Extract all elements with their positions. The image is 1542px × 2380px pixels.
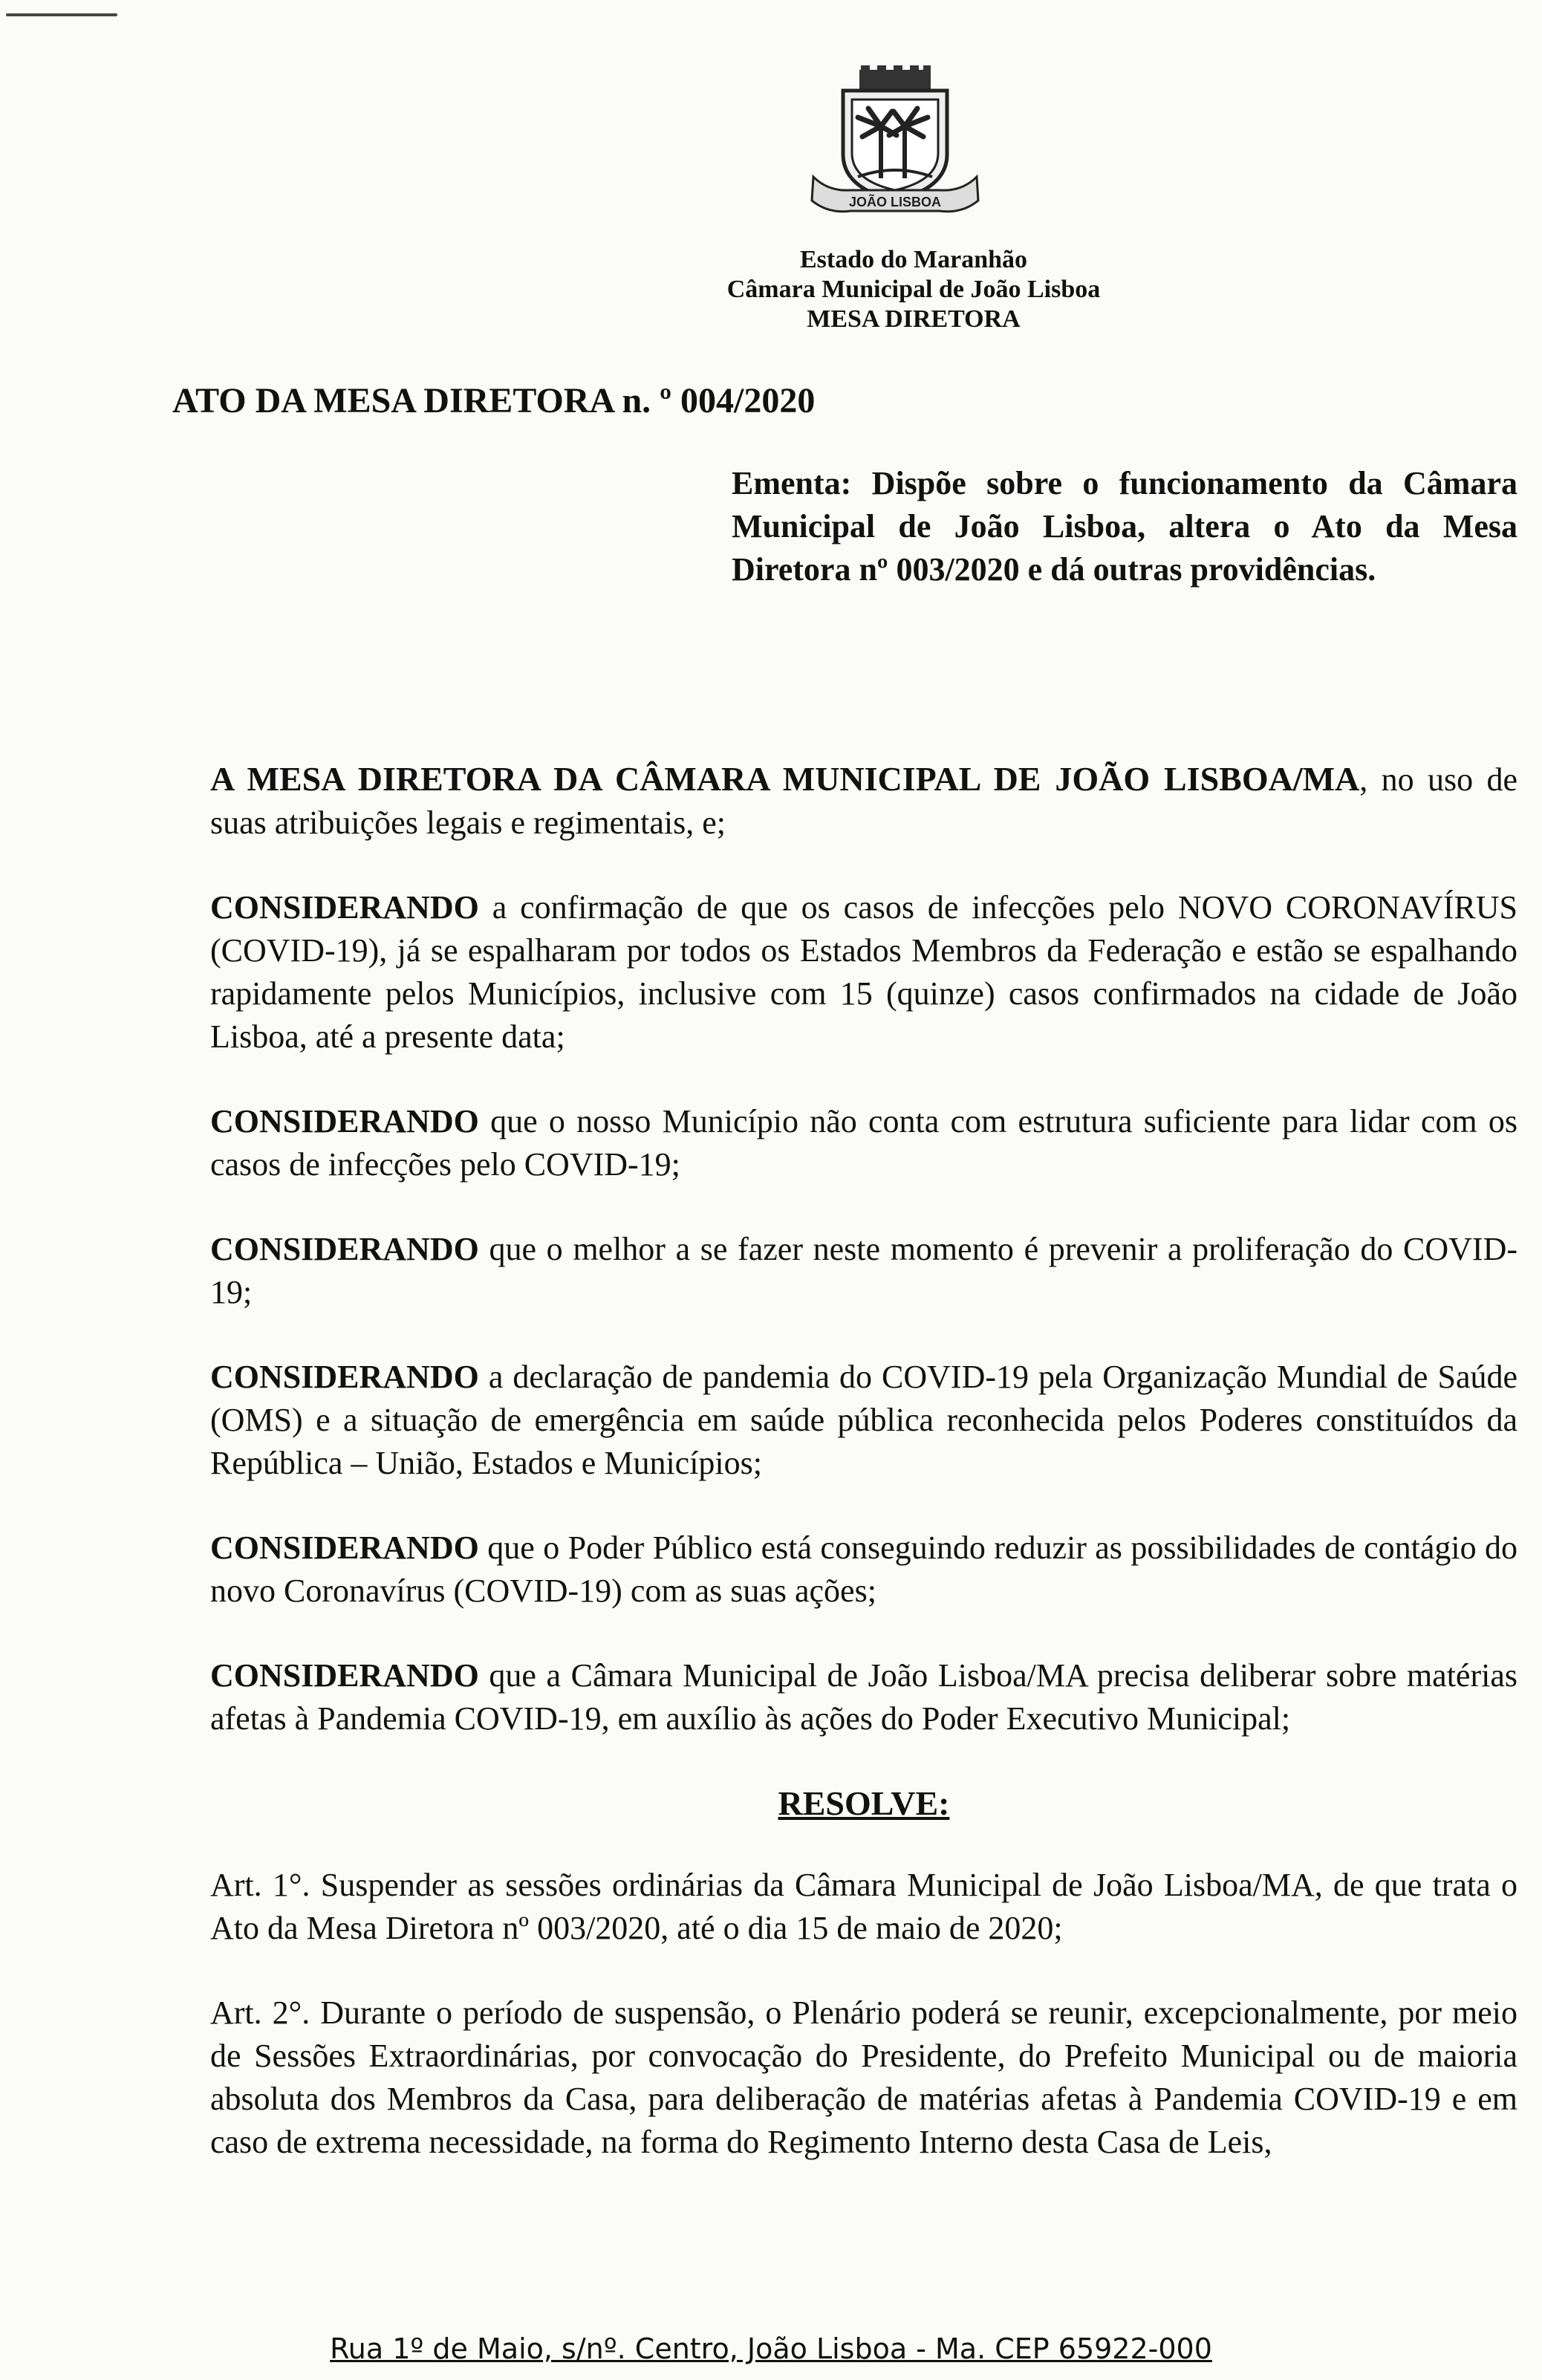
article-2: Art. 2°. Durante o período de suspensão, o Plenário poderá se reunir, excepcionalmente, por meio de Sessões Extraordinárias, por convocação do Presidente, do Prefeito Municipal ou de maioria absoluta dos Membros da Casa, para deliberação de matérias afetas à Pandemia COVID-19 e em caso de extrema necessidade, na forma do Regimento Interno desta Casa de Leis, [210, 1994, 1517, 2160]
header-board: MESA DIRETORA [807, 305, 1021, 333]
considerando-paragraph-6 [210, 1654, 1517, 1740]
considerando-paragraph-1 [210, 886, 1517, 1059]
scan-artifact-line [6, 13, 117, 16]
considerando-text: que o melhor a se fazer neste momento é prevenir a proliferação do COVID-19; [210, 1231, 1517, 1310]
considerando-paragraph-2 [210, 1100, 1517, 1186]
act-title: ATO DA MESA DIRETORA n. º 004/2020 [172, 381, 816, 420]
intro-rest: , no uso de suas atribuições legais e regimentais, e; [210, 761, 1517, 841]
resolve-heading: RESOLVE: [778, 1784, 950, 1822]
article-1: Art. 1°. Suspender as sessões ordinárias da Câmara Municipal de João Lisboa/MA, de que trata o Ato da Mesa Diretora nº 003/2020, até o dia 15 de maio de 2020; [210, 1867, 1517, 1946]
considerando-label: CONSIDERANDO [210, 1103, 479, 1139]
considerando-label: CONSIDERANDO [210, 1657, 479, 1694]
considerando-label: CONSIDERANDO [210, 889, 479, 926]
considerando-text: que o Poder Público está conseguindo reduzir as possibilidades de contágio do novo Coronavírus (COVID-19) com as suas ações; [210, 1529, 1517, 1609]
header-state: Estado do Maranhão [799, 246, 1028, 273]
considerando-paragraph-4 [210, 1356, 1517, 1485]
document-body [210, 758, 1517, 2205]
considerando-text: a declaração de pandemia do COVID-19 pela Organização Mundial de Saúde (OMS) e a situação de emergência em saúde pública reconhecida pelos Poderes constituídos da República – União, Estados e Municípios; [210, 1359, 1517, 1481]
considerando-text: a confirmação de que os casos de infecções pelo NOVO CORONAVÍRUS (COVID-19), já se espalharam por todos os Estados Membros da Federação e estão se espalhando rapidamente pelos Municípios, inclusive com 15 (quinze) casos confirmados na cidade de João Lisboa, até a presente data; [210, 889, 1517, 1055]
document-header [594, 245, 1233, 334]
ementa-summary: Ementa: Dispõe sobre o funcionamento da Câmara Municipal de João Lisboa, altera o Ato da Mesa Diretora nº 003/2020 e dá outras providências. [732, 465, 1517, 588]
considerando-paragraph-5 [210, 1526, 1517, 1613]
footer-address: Rua 1º de Maio, s/nº. Centro, João Lisboa - Ma. CEP 65922-000 [330, 2332, 1212, 2365]
coat-ribbon-text: JOÃO LISBOA [848, 195, 942, 209]
intro-paragraph [210, 758, 1517, 845]
considerando-label: CONSIDERANDO [210, 1529, 479, 1566]
considerando-label: CONSIDERANDO [210, 1231, 479, 1267]
municipal-coat-of-arms-icon [806, 65, 984, 221]
intro-lead: A MESA DIRETORA DA CÂMARA MUNICIPAL DE JOÃO LISBOA/MA [210, 760, 1360, 798]
considerando-text: que o nosso Município não conta com estrutura suficiente para lidar com os casos de infecções pelo COVID-19; [210, 1103, 1517, 1183]
header-chamber: Câmara Municipal de João Lisboa [726, 276, 1101, 303]
considerando-paragraph-3 [210, 1228, 1517, 1314]
considerando-text: que a Câmara Municipal de João Lisboa/MA precisa deliberar sobre matérias afetas à Pandemia COVID-19, em auxílio às ações do Poder Executivo Municipal; [210, 1657, 1517, 1737]
considerando-label: CONSIDERANDO [210, 1359, 479, 1395]
